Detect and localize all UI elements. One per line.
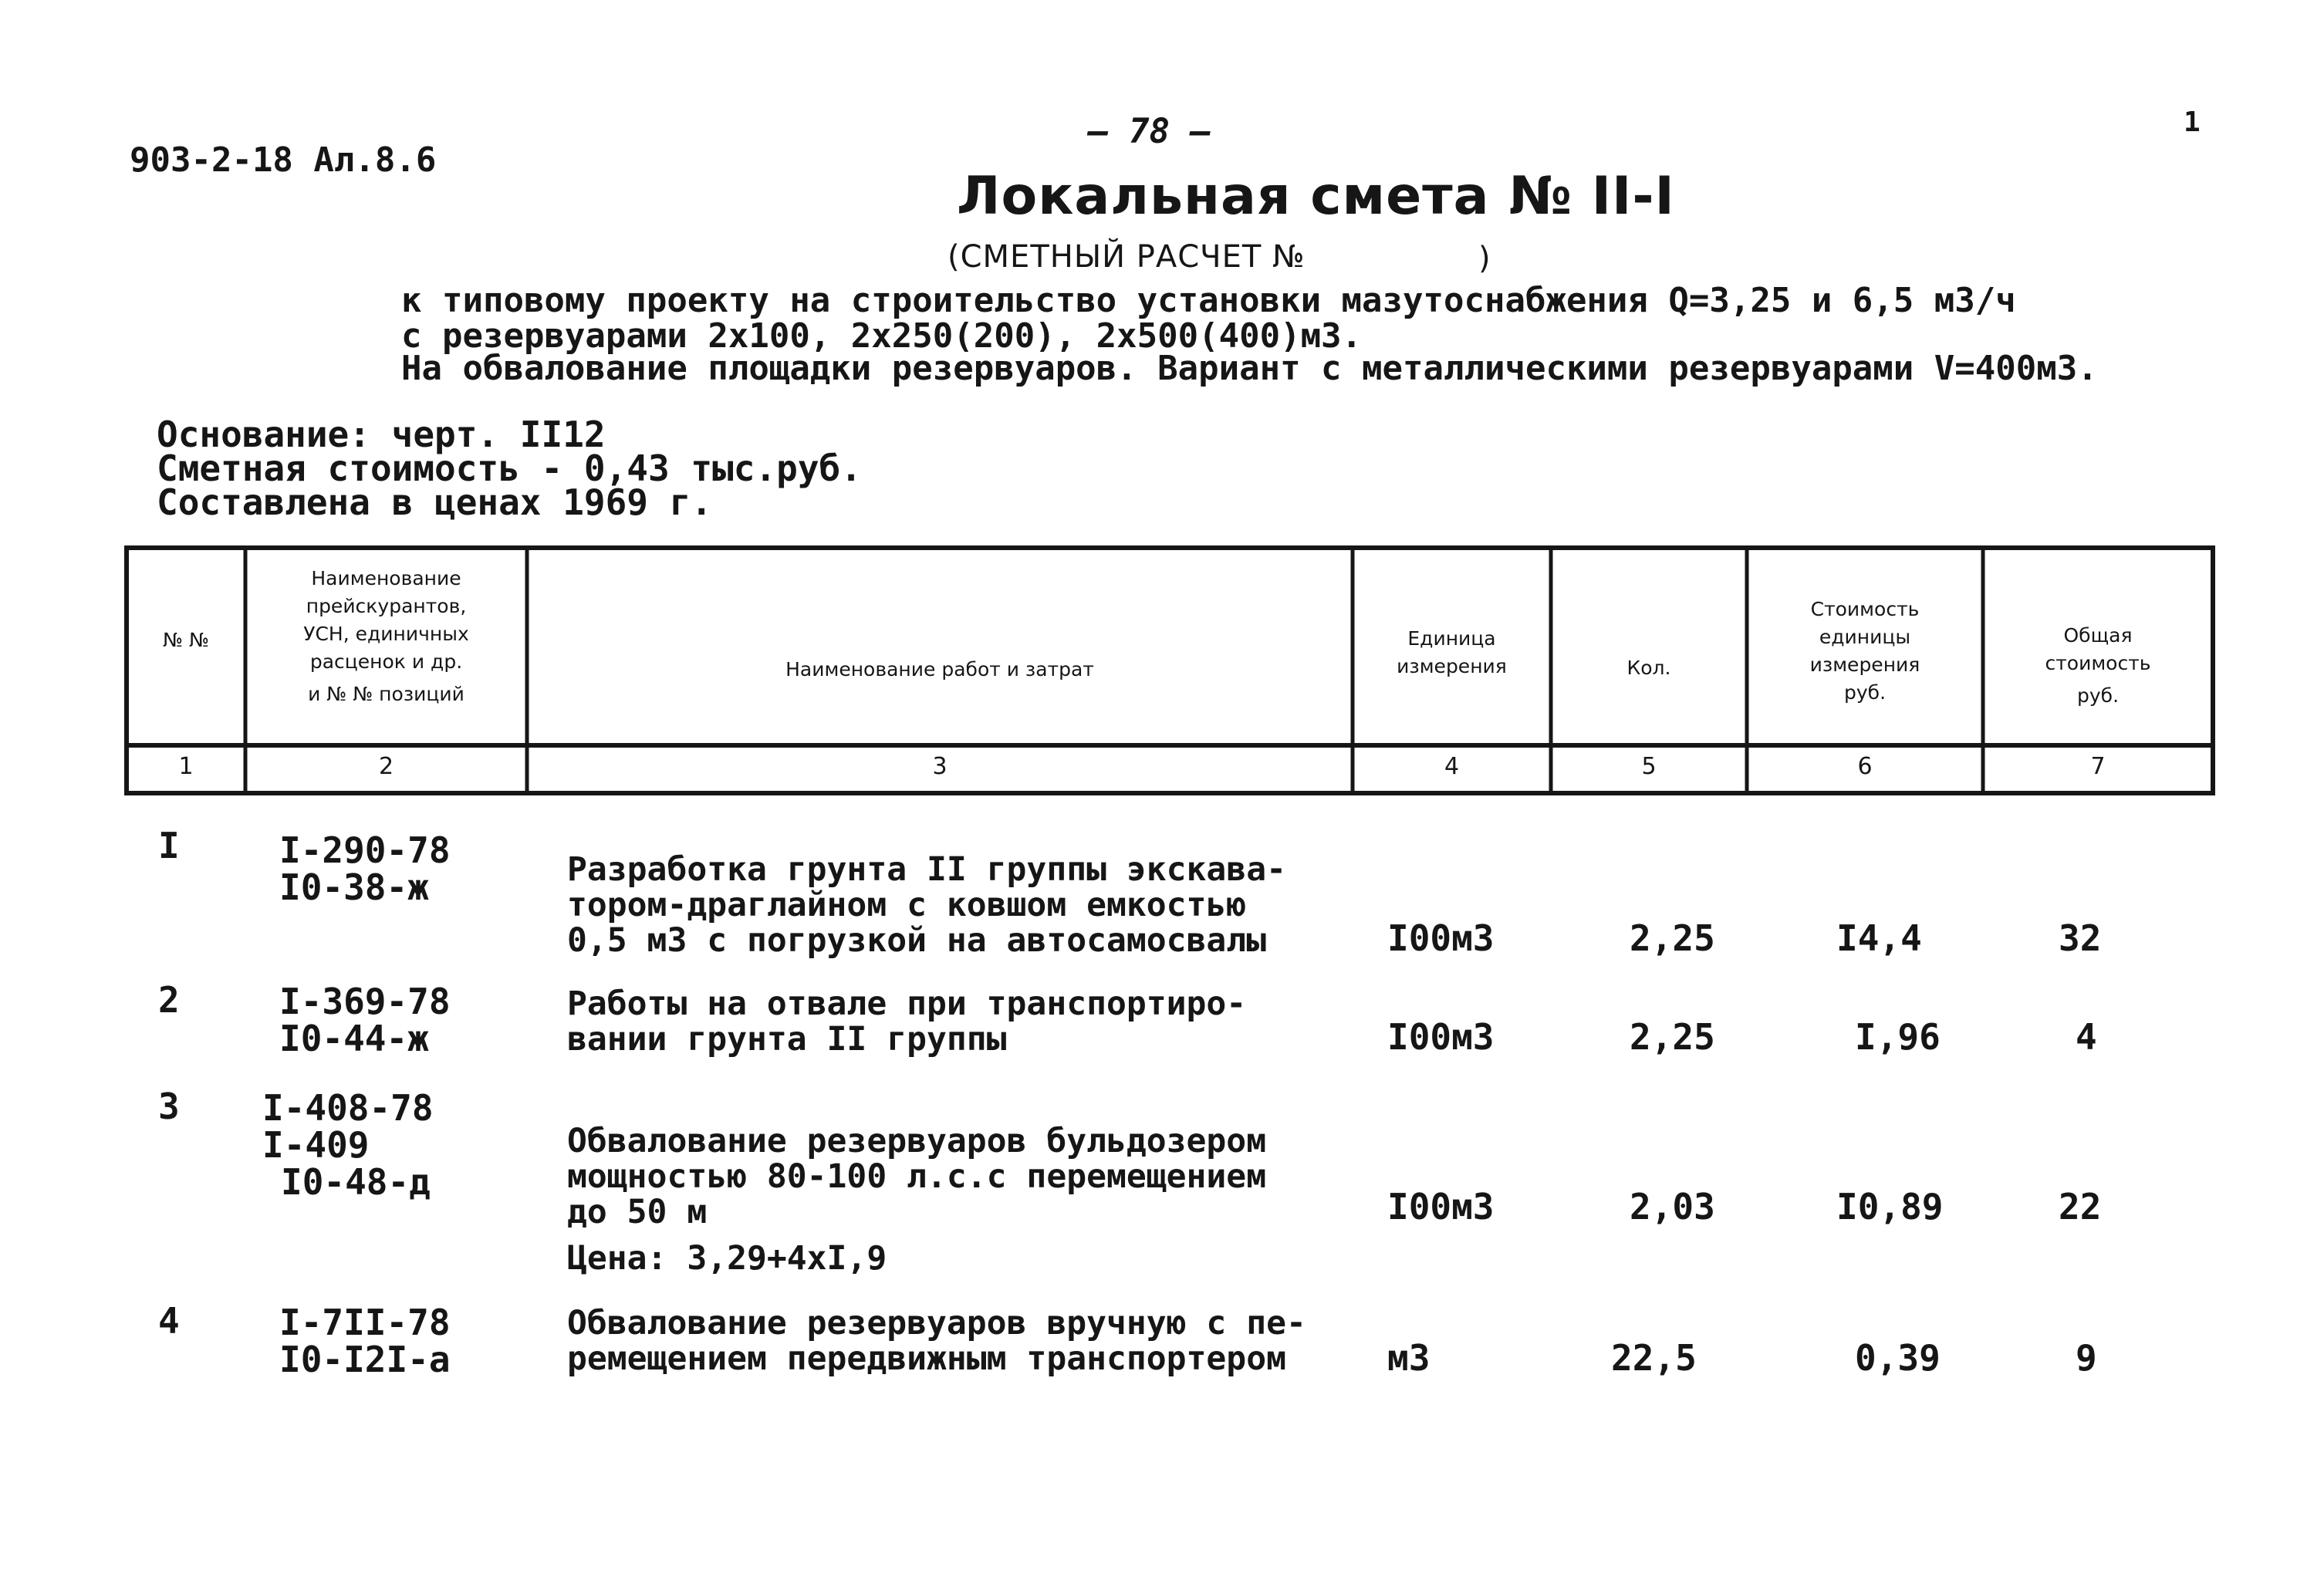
row-1-unit-price: I4,4 [1836, 917, 1922, 959]
row-3-number: 3 [158, 1086, 180, 1127]
basis-text: Основание: черт. II12 [157, 414, 606, 455]
description-line-1: к типовому проекту на строительство установки мазутоснабжения Q=3,25 и 6,5 м3/ч [401, 281, 2016, 320]
header-col-codes: Наименование прейскурантов, УСН, единичных расценок и др. и № № позиций [303, 567, 469, 705]
document-code: 903-2-18 Ал.8.6 [130, 140, 437, 180]
price-year-text: Составлена в ценах 1969 г. [157, 481, 713, 523]
row-2-work: Работы на отвале при транспортиро- вании грунта II группы [567, 984, 1247, 1059]
row-3-unit: I00м3 [1387, 1186, 1495, 1228]
row-1-quantity: 2,25 [1630, 917, 1715, 959]
row-3-price-note: Цена: 3,29+4хI,9 [567, 1239, 887, 1278]
row-4-unit: м3 [1387, 1337, 1431, 1379]
row-2-codes: I-369-78 I0-44-ж [279, 981, 451, 1059]
row-3-codes: I-408-78 I-409 I0-48-д [262, 1087, 434, 1203]
row-3-unit-price: I0,89 [1836, 1186, 1944, 1228]
row-3-total: 22 [2059, 1186, 2102, 1228]
page-title: Локальная смета № II-I [957, 166, 1675, 227]
header-col-total-cost: Общая стоимость руб. [2045, 624, 2151, 707]
row-2-unit: I00м3 [1387, 1016, 1495, 1058]
row-2-unit-price: I,96 [1855, 1016, 1941, 1058]
row-4-quantity: 22,5 [1611, 1337, 1697, 1379]
header-col-work-name: Наименование работ и затрат [785, 658, 1094, 680]
header-col-unit: Единица измерения [1397, 627, 1507, 677]
col-number-1: 1 [178, 753, 194, 780]
row-2-number: 2 [158, 979, 180, 1021]
row-2-total: 4 [2076, 1016, 2097, 1058]
header-col-unit-cost: Стоимость единицы измерения руб. [1809, 598, 1920, 704]
row-3-work: Обвалование резервуаров бульдозером мощностью 80-100 л.с.с перемещением до 50 м [567, 1122, 1267, 1231]
row-2-quantity: 2,25 [1630, 1016, 1715, 1058]
col-number-2: 2 [378, 753, 394, 780]
description-line-3: На обвалование площадки резервуаров. Вариант с металлическими резервуарами V=400м3. [401, 349, 2098, 388]
row-1-codes: I-290-78 I0-38-ж [279, 829, 451, 908]
row-4-work: Обвалование резервуаров вручную с пе- ремещением передвижным транспортером [567, 1304, 1306, 1378]
row-1-number: I [158, 825, 180, 866]
page-subtitle-close: ) [1478, 241, 1491, 276]
row-1-work: Разработка грунта II группы экскава- тором-драглайном с ковшом емкостью 0,5 м3 с погрузкой на автосамосвалы [567, 850, 1286, 960]
row-4-total: 9 [2076, 1337, 2097, 1379]
col-number-4: 4 [1444, 753, 1460, 780]
header-col-quantity: Кол. [1626, 657, 1671, 679]
row-4-number: 4 [158, 1300, 180, 1342]
corner-mark: 1 [2184, 106, 2201, 138]
col-number-7: 7 [2090, 753, 2106, 780]
page-subtitle: (СМЕТНЫЙ РАСЧЕТ № [948, 239, 1306, 275]
description-line-2: с резервуарами 2х100, 2х250(200), 2х500(400)м3. [401, 316, 1363, 356]
row-4-codes: I-7II-78 I0-I2I-а [279, 1302, 451, 1380]
row-4-unit-price: 0,39 [1855, 1337, 1941, 1379]
header-col-number: № № [163, 629, 209, 651]
row-3-quantity: 2,03 [1630, 1186, 1715, 1228]
col-number-3: 3 [932, 753, 948, 780]
col-number-6: 6 [1857, 753, 1873, 780]
col-number-5: 5 [1641, 753, 1657, 780]
page-number: — 78 — [1088, 112, 1211, 151]
estimated-cost-text: Сметная стоимость - 0,43 тыс.руб. [157, 447, 862, 489]
row-1-total: 32 [2059, 917, 2102, 959]
row-1-unit: I00м3 [1387, 917, 1495, 959]
